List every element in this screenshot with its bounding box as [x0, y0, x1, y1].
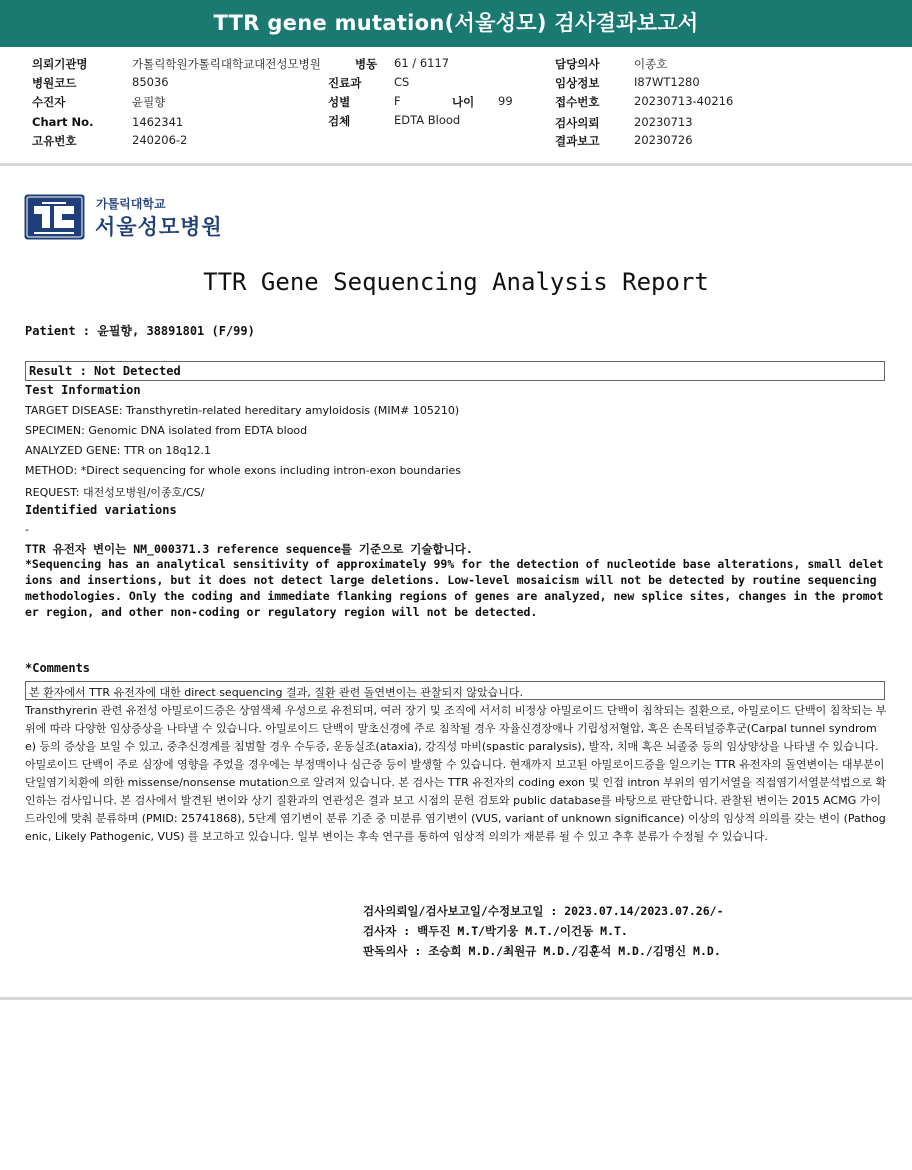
- value-age: 99: [498, 94, 513, 108]
- value-hospital-code: 85036: [132, 75, 169, 89]
- label-test-request: 검사의뢰: [555, 116, 600, 130]
- label-ward: 병동: [355, 57, 378, 71]
- value-unique-id: 240206-2: [132, 133, 188, 147]
- value-chart-no: 1462341: [132, 115, 184, 129]
- patient-line: Patient : 윤필향, 38891801 (F/99): [25, 324, 255, 338]
- value-ward: 61 / 6117: [394, 56, 450, 70]
- physicians-line: 판독의사 : 조승희 M.D./최원규 M.D./김훈석 M.D./김명신 M.D.: [363, 944, 721, 958]
- test-information-heading: Test Information: [25, 383, 141, 397]
- label-physician: 담당의사: [555, 57, 600, 71]
- label-unique-id: 고유번호: [32, 134, 77, 148]
- comment-body: Transthyrerin 관련 유전성 아밀로이드증은 상염색체 우성으로 유전되며, 여러 장기 및 조직에 서서히 비정상 아밀로이드 단백이 침착되는 질환으로, 아밀로이드 단백이 침착되는 부위에 따라 다양한 임상증상을 나타낼 수 있습니다. 아밀로이드 단백이 말초신경에 주로 침착될 경우 자율신경장애나 기립성저혈압, 혹은 손목터널증후군(Carpal tunnel syndrome) 등의 증상을 보일 수 있고, 중추신경계를 침범할 경우 수두증, 운동실조(ataxia), 강직성 마비(spastic paralysis), 발작, 치매 혹은 뇌졸중 등의 임상양상을 나타낼 수 있습니다. 아밀로이드 단백이 주로 심장에 영향을 주었을 경우에는 부정맥이나 심근증 등이 발생할 수 있습니다. 현재까지 보고된 아밀로이드증을 일으키는 TTR 유전자의 돌연변이는 대부분이 단일염기치환에 의한 missense/nonsense mutation으로 알려져 있습니다. 본 검사는 TTR 유전자의 coding exon 및 인접 intron 부위의 염기서열을 직접염기서열분석법으로 확인하는 검사입니다. 본 검사에서 발견된 변이와 상기 질환과의 연관성은 결과 보고 시점의 문헌 검토와 public database를 바탕으로 판단합니다. 관찰된 변이는 2015 ACMG 가이드라인에 맞춰 분류하며 (PMID: 25741868), 5단계 염기변이 분류 기준 중 미분류 염기변이 (VUS, variant of unknown significance) 이상의 임상적 의의를 갖는 변이 (Pathogenic, Likely Pathogenic, VUS) 를 보고하고 있습니다. 일부 변이는 후속 연구를 통하여 임상적 의의가 재분류 될 수 있고 추후 분류가 수정될 수 있습니다.: [25, 704, 888, 843]
- value-result-report: 20230726: [634, 133, 693, 147]
- value-receipt-no: 20230713-40216: [634, 94, 734, 108]
- inspectors-line: 검사자 : 백두진 M.T/박기웅 M.T./이건동 M.T.: [363, 924, 628, 938]
- identified-variations-heading: Identified variations: [25, 503, 177, 517]
- label-sex: 성별: [328, 95, 351, 109]
- value-physician: 이종호: [634, 57, 668, 71]
- value-requesting-institution: 가톨릭학원가톨릭대학교대전성모병원: [132, 57, 321, 71]
- target-disease: TARGET DISEASE: Transthyretin-related hereditary amyloidosis (MIM# 105210): [25, 404, 460, 417]
- method-line: METHOD: *Direct sequencing for whole exons including intron-exon boundaries: [25, 464, 462, 477]
- logo-university-name: 가톨릭대학교: [96, 197, 166, 211]
- comment-summary-box: 본 환자에서 TTR 유전자에 대한 direct sequencing 결과, 질환 관련 돌연변이는 관찰되지 않았습니다.: [25, 681, 885, 700]
- label-requesting-institution: 의뢰기관명: [32, 57, 88, 71]
- report-title: TTR Gene Sequencing Analysis Report: [203, 268, 709, 296]
- comments-heading: *Comments: [25, 661, 91, 675]
- value-patient-name: 윤필향: [132, 95, 166, 109]
- catholic-university-emblem-icon: [24, 194, 85, 240]
- patient-info-panel: [0, 54, 912, 154]
- value-specimen: EDTA Blood: [394, 113, 461, 127]
- divider: [0, 163, 912, 166]
- analyzed-gene: ANALYZED GENE: TTR on 18q12.1: [25, 444, 212, 457]
- label-patient-name: 수진자: [32, 95, 66, 109]
- label-department: 진료과: [328, 76, 362, 90]
- label-age: 나이: [452, 95, 475, 109]
- request-line: REQUEST: 대전성모병원/이종호/CS/: [25, 486, 205, 499]
- bottom-divider: [0, 997, 912, 1000]
- logo-hospital-name: 서울성모병원: [95, 215, 223, 239]
- specimen-line: SPECIMEN: Genomic DNA isolated from EDTA blood: [25, 424, 308, 437]
- label-receipt-no: 접수번호: [555, 95, 600, 109]
- report-header-title: TTR gene mutation(서울성모) 검사결과보고서: [0, 0, 912, 47]
- value-sex: F: [394, 94, 401, 108]
- value-clinical-info: I87WT1280: [634, 75, 700, 89]
- label-clinical-info: 임상정보: [555, 76, 600, 90]
- label-hospital-code: 병원코드: [32, 76, 77, 90]
- result-box: Result : Not Detected: [25, 361, 885, 381]
- value-test-request: 20230713: [634, 115, 693, 129]
- label-result-report: 결과보고: [555, 134, 600, 148]
- report-dates: 검사의뢰일/검사보고일/수정보고일 : 2023.07.14/2023.07.26/-: [363, 904, 724, 918]
- label-chart-no: Chart No.: [32, 115, 94, 129]
- sensitivity-note: *Sequencing has an analytical sensitivity of approximately 99% for the detection of nucleotide base alterations, small deletions and insertions, but it does not detect large deletions. Low-level mosaicism will not be detected by routine sequencing methodologies. Only the coding and immediate flanking regions of genes are analyzed, new splice sites, changes in the promoter region, and other non-coding or regulatory region will not be detected.: [25, 557, 884, 619]
- identified-variations-value: -: [25, 523, 29, 536]
- label-specimen: 검체: [328, 114, 351, 128]
- hospital-logo: [24, 194, 224, 242]
- value-department: CS: [394, 75, 410, 89]
- reference-note: TTR 유전자 변이는 NM_000371.3 reference sequence를 기준으로 기술합니다.: [25, 542, 473, 556]
